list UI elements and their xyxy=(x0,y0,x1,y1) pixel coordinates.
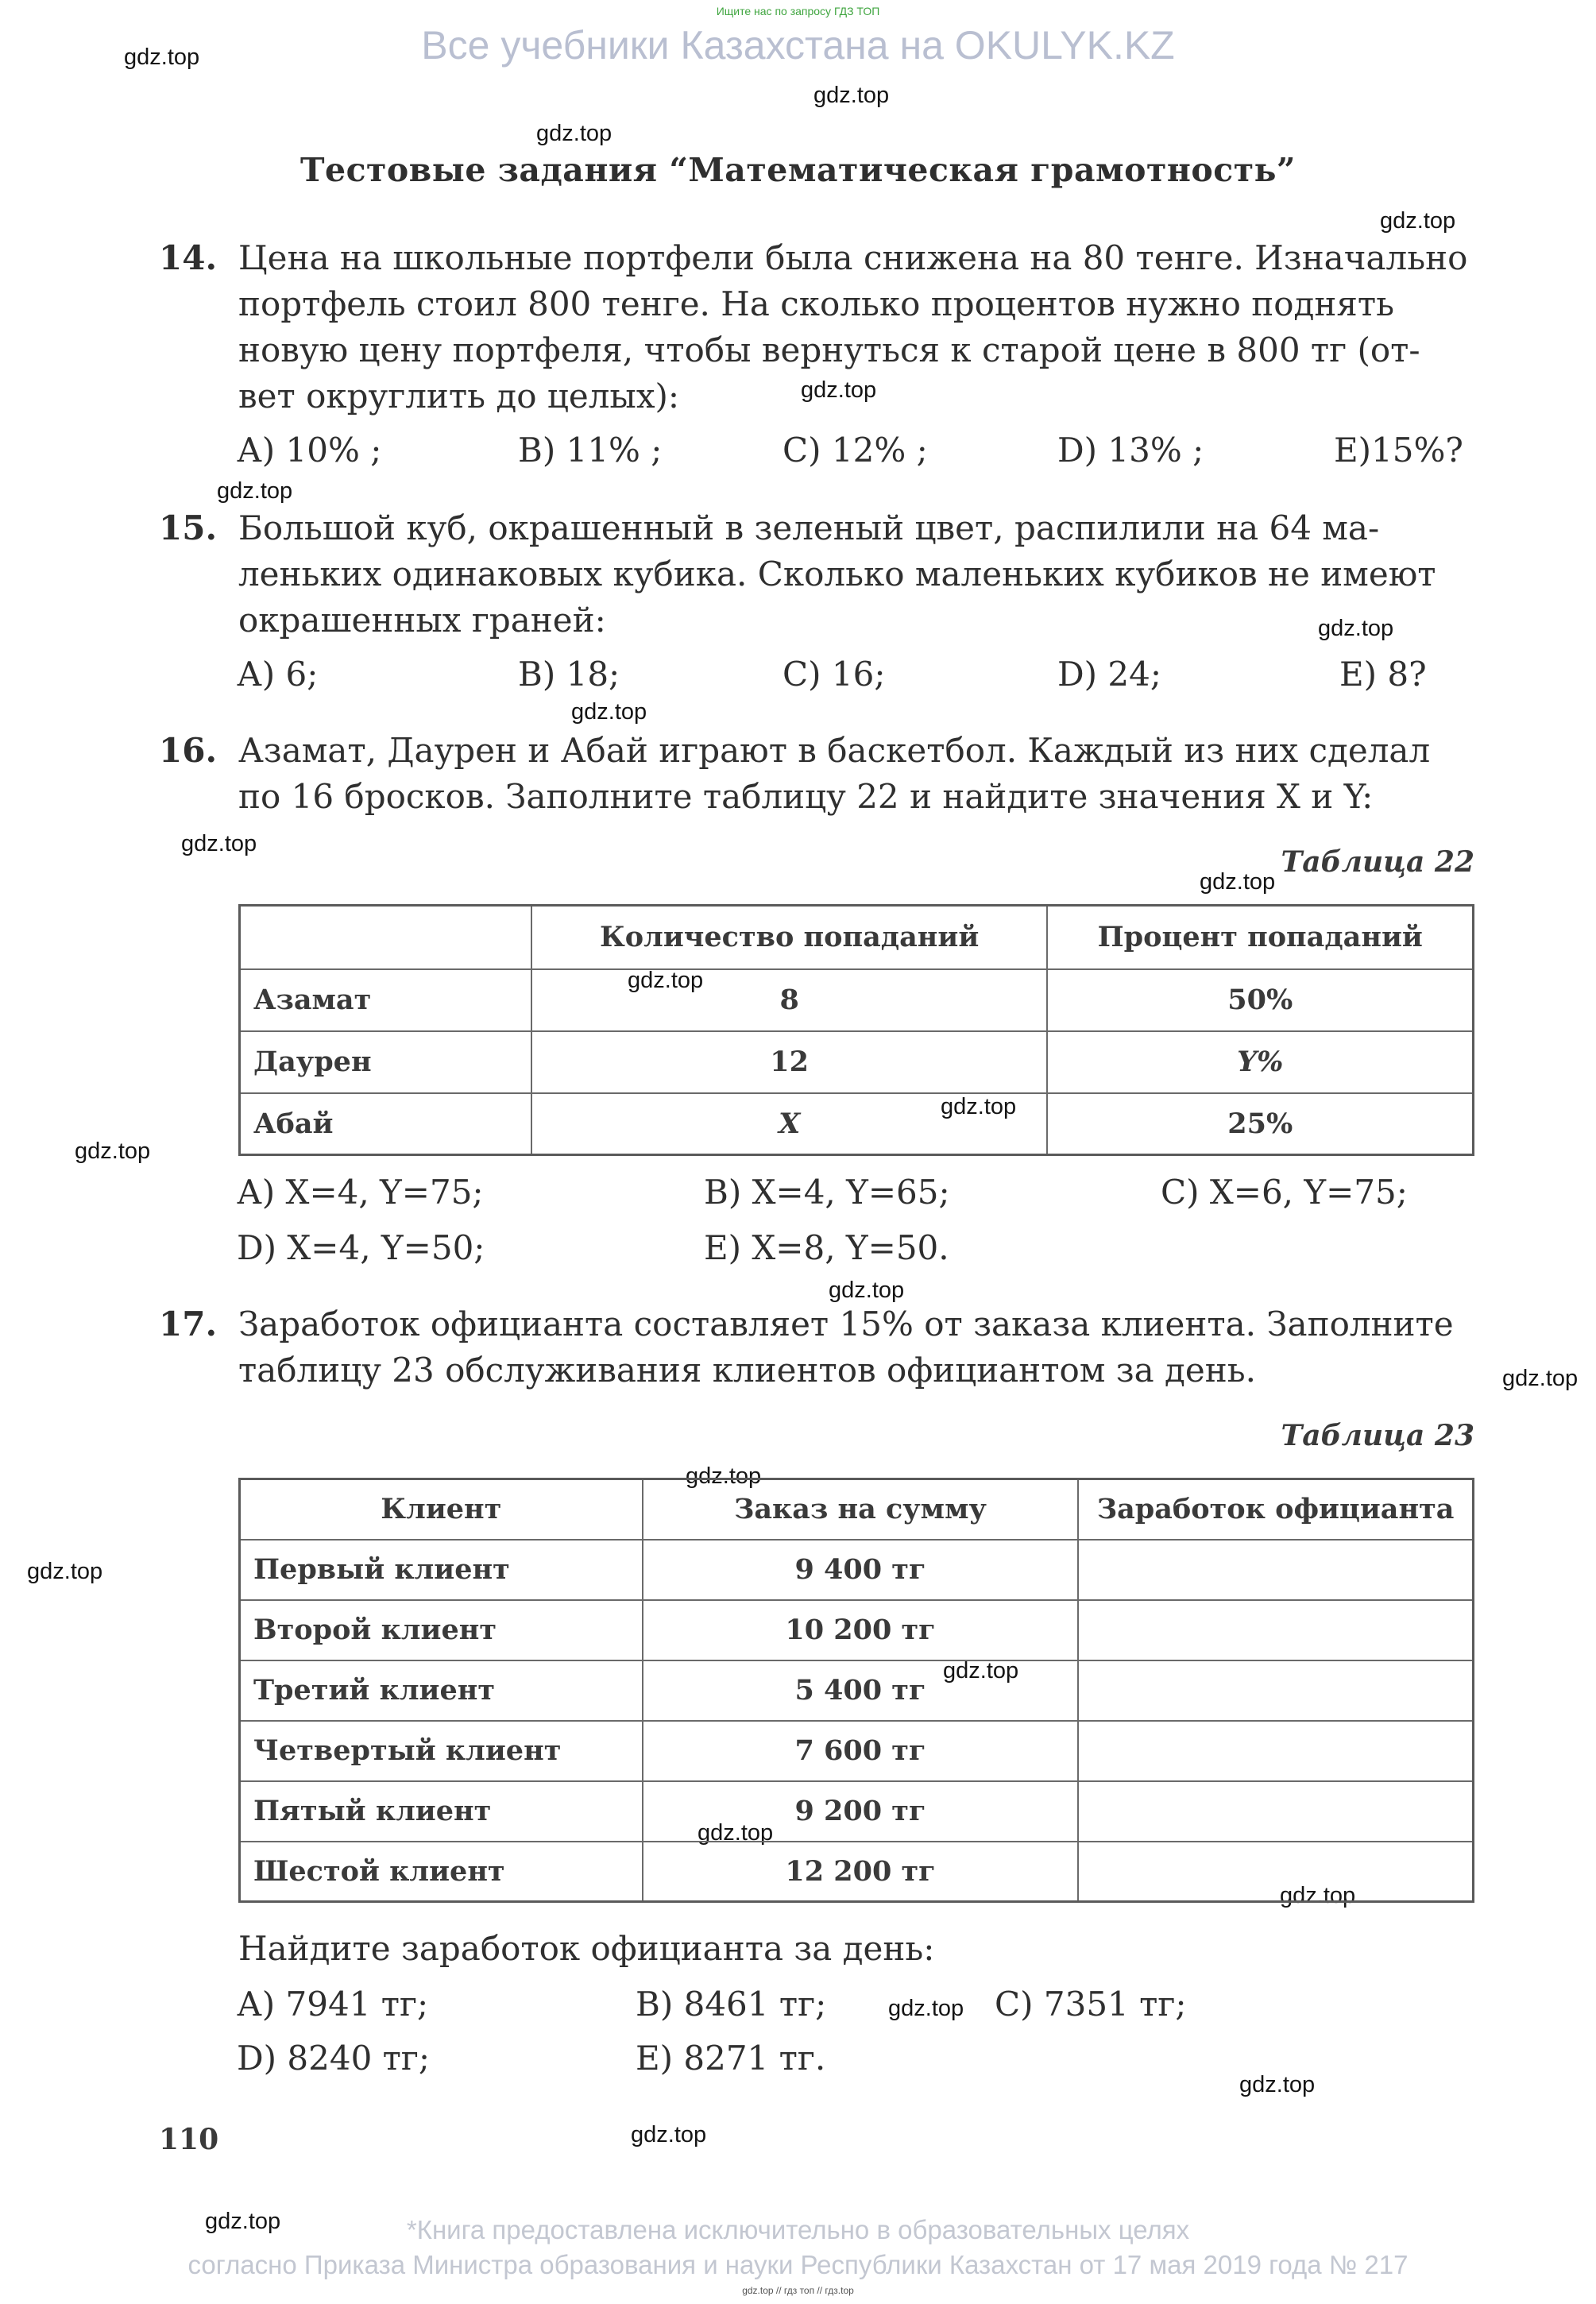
text-line: вет округлить до целых): xyxy=(238,377,680,416)
table-cell: 12 200 тг xyxy=(643,1842,1079,1902)
table-cell: 50% xyxy=(1047,969,1473,1031)
table-cell xyxy=(1078,1660,1473,1721)
table-row xyxy=(240,1031,1474,1093)
answer-option[interactable]: В) X=4, Y=65; xyxy=(704,1173,950,1212)
text-line: Цена на школьные портфели была снижена на 80 тенге. Изначально xyxy=(238,238,1468,277)
question-15-text xyxy=(238,505,1474,644)
table-cell: 10 200 тг xyxy=(643,1600,1079,1660)
table-cell: Абай xyxy=(240,1093,531,1155)
table-cell: 9 400 тг xyxy=(643,1540,1079,1600)
table-cell xyxy=(1078,1721,1473,1781)
site-banner[interactable]: Все учебники Казахстана на OKULYK.KZ xyxy=(421,23,1175,68)
watermark: gdz.top xyxy=(27,1559,103,1584)
table-header-cell: Заработок официанта xyxy=(1078,1479,1473,1540)
table-row xyxy=(240,1721,1474,1781)
answer-option[interactable]: А) 6; xyxy=(237,655,319,694)
answer-option[interactable]: D) X=4, Y=50; xyxy=(237,1228,485,1267)
table-cell: 12 xyxy=(531,1031,1048,1093)
table-header-row xyxy=(240,1479,1474,1540)
watermark: gdz.top xyxy=(1502,1366,1579,1391)
text-line: новую цену портфеля, чтобы вернуться к старой цене в 800 тг (от- xyxy=(238,331,1420,369)
question-number: 16. xyxy=(159,731,218,770)
table-cell xyxy=(1078,1781,1473,1842)
watermark: gdz.top xyxy=(1318,616,1394,641)
footer-note: согласно Приказа Министра образования и науки Республики Казахстан от 17 мая 2019 года № 217 xyxy=(187,2250,1409,2279)
table-cell: 7 600 тг xyxy=(643,1721,1079,1781)
answer-option[interactable]: D) 8240 тг; xyxy=(237,2039,431,2078)
watermark: gdz.top xyxy=(217,478,293,504)
table-cell: Второй клиент xyxy=(240,1600,643,1660)
question-16-text xyxy=(238,728,1474,820)
watermark: gdz.top xyxy=(181,831,257,856)
table-cell: X xyxy=(531,1093,1048,1155)
answer-option[interactable]: D) 13% ; xyxy=(1057,431,1204,470)
text-line: Большой куб, окрашенный в зеленый цвет, распилили на 64 ма- xyxy=(238,508,1380,547)
answer-option[interactable]: Е)15%? xyxy=(1334,431,1463,470)
watermark: gdz.top xyxy=(1200,869,1276,895)
footer-links[interactable]: gdz.top // гдз топ // гдз.top xyxy=(742,2285,854,2296)
question-number: 17. xyxy=(159,1305,218,1343)
text-line: окрашенных граней: xyxy=(238,601,606,640)
table-cell xyxy=(1078,1842,1473,1902)
section-title: Тестовые задания “Математическая грамотность” xyxy=(299,151,1297,189)
watermark: gdz.top xyxy=(1239,2072,1316,2097)
watermark: gdz.top xyxy=(941,1094,1017,1119)
text-line: по 16 бросков. Заполните таблицу 22 и найдите значения X и Y: xyxy=(238,777,1374,816)
answer-option[interactable]: В) 8461 тг; xyxy=(636,1985,827,2024)
table-cell xyxy=(1078,1600,1473,1660)
watermark: gdz.top xyxy=(631,2122,707,2147)
table-cell: Шестой клиент xyxy=(240,1842,643,1902)
watermark: gdz.top xyxy=(801,377,877,403)
table-cell: Даурен xyxy=(240,1031,531,1093)
table-cell: 25% xyxy=(1047,1093,1473,1155)
table-header-cell: Клиент xyxy=(240,1479,643,1540)
watermark: gdz.top xyxy=(1280,1883,1356,1908)
table-row xyxy=(240,969,1474,1031)
answer-option[interactable]: Е) 8? xyxy=(1339,655,1427,694)
table-cell: 9 200 тг xyxy=(643,1781,1079,1842)
search-hint: Ищите нас по запросу ГДЗ ТОП xyxy=(716,5,880,17)
text-line: Азамат, Даурен и Абай играют в баскетбол. Каждый из них сделал xyxy=(238,731,1431,770)
table-caption: Таблица 22 xyxy=(1281,845,1474,879)
table-cell: Четвертый клиент xyxy=(240,1721,643,1781)
table-row xyxy=(240,1600,1474,1660)
question-number: 14. xyxy=(159,238,218,277)
question-14-text xyxy=(238,235,1474,419)
answer-option[interactable]: С) 12% ; xyxy=(783,431,928,470)
table-row xyxy=(240,1842,1474,1902)
answer-option[interactable]: С) 7351 тг; xyxy=(995,1985,1187,2024)
answer-option[interactable]: С) 16; xyxy=(783,655,886,694)
answer-option[interactable]: С) X=6, Y=75; xyxy=(1161,1173,1408,1212)
watermark: gdz.top xyxy=(1380,208,1456,234)
question-17-text xyxy=(238,1301,1474,1394)
answer-option[interactable]: А) 10% ; xyxy=(237,431,382,470)
table-cell: 5 400 тг xyxy=(643,1660,1079,1721)
watermark: gdz.top xyxy=(205,2209,281,2234)
answer-option[interactable]: Е) X=8, Y=50. xyxy=(704,1228,949,1267)
watermark: gdz.top xyxy=(628,968,704,993)
watermark: gdz.top xyxy=(75,1138,151,1164)
table-header-cell: Количество попаданий xyxy=(531,906,1048,969)
watermark: gdz.top xyxy=(829,1278,905,1303)
page-number: 110 xyxy=(159,2123,219,2156)
watermark: gdz.top xyxy=(698,1820,774,1846)
answer-option[interactable]: В) 18; xyxy=(518,655,620,694)
question-17-prompt: Найдите заработок официанта за день: xyxy=(238,1929,935,1968)
table-cell: Первый клиент xyxy=(240,1540,643,1600)
table-23 xyxy=(238,1478,1474,1903)
table-header-cell: Процент попаданий xyxy=(1047,906,1473,969)
table-header-cell xyxy=(240,906,531,969)
text-line: портфель стоил 800 тенге. На сколько процентов нужно поднять xyxy=(238,284,1395,323)
table-cell: Азамат xyxy=(240,969,531,1031)
watermark: gdz.top xyxy=(124,44,200,70)
table-header-row xyxy=(240,906,1474,969)
table-cell: Пятый клиент xyxy=(240,1781,643,1842)
table-cell: Y% xyxy=(1047,1031,1473,1093)
text-line: таблицу 23 обслуживания клиентов официантом за день. xyxy=(238,1351,1256,1390)
watermark: gdz.top xyxy=(571,699,647,725)
answer-option[interactable]: В) 11% ; xyxy=(518,431,663,470)
footer-note: *Книга предоставлена исключительно в образовательных целях xyxy=(406,2215,1190,2244)
answer-option[interactable]: D) 24; xyxy=(1057,655,1162,694)
table-cell xyxy=(1078,1540,1473,1600)
table-caption: Таблица 23 xyxy=(1281,1419,1474,1452)
watermark: gdz.top xyxy=(813,83,890,108)
watermark: gdz.top xyxy=(888,1996,964,2021)
answer-option[interactable]: Е) 8271 тг. xyxy=(636,2039,826,2078)
table-22 xyxy=(238,904,1474,1156)
table-row xyxy=(240,1660,1474,1721)
table-row xyxy=(240,1540,1474,1600)
table-cell: 8 xyxy=(531,969,1048,1031)
question-number: 15. xyxy=(159,508,218,547)
answer-option[interactable]: А) X=4, Y=75; xyxy=(237,1173,484,1212)
table-header-cell: Заказ на сумму xyxy=(643,1479,1079,1540)
answer-option[interactable]: А) 7941 тг; xyxy=(237,1985,429,2024)
table-row xyxy=(240,1781,1474,1842)
text-line: леньких одинаковых кубика. Сколько маленьких кубиков не имеют xyxy=(238,555,1436,593)
table-cell: Третий клиент xyxy=(240,1660,643,1721)
text-line: Заработок официанта составляет 15% от заказа клиента. Заполните xyxy=(238,1305,1454,1343)
watermark: gdz.top xyxy=(943,1658,1019,1684)
watermark: gdz.top xyxy=(686,1463,762,1489)
watermark: gdz.top xyxy=(536,121,613,146)
table-row xyxy=(240,1093,1474,1155)
